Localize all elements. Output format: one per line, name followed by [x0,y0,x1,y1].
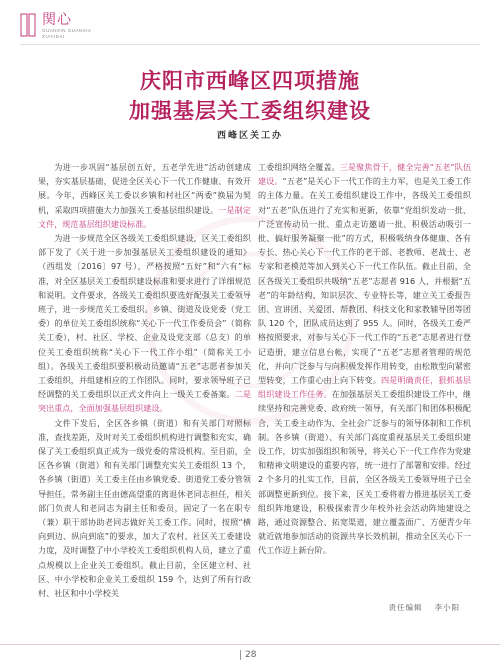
logo-icon [20,12,38,38]
highlight-heading: 四是明确责任，狠抓基层组织建设工作任务。 [258,375,471,400]
paragraph-text: 为进一步巩固“基层创五好，五老学先进”活动创建成果，夯实基层基础，促进全区关心下一代工作健康、有效开展。今年，西峰区关工委以乡镇和村社区“两委”换届为契机，采取四项措施大力加强关工委基层组织建设。 [38,162,251,215]
article-title [0,66,500,126]
paragraph-text: 工委组织网络全覆盖。 [258,162,340,172]
paragraph [258,160,471,558]
logo-subtitle-2: XIAYIDAI [42,34,65,39]
highlight-heading: 一是制定文件，规范基层组织建设标准。 [38,204,251,229]
paragraph-text: 在加强基层关工委组织建设工作中，继续坚持和完善党委、政府统一领导，有关部门和团体积极配合，关工委主动作为、全社会广泛参与的领导体制和工作机制。各乡镇（街道）、有关部门高度重视基层关工委组织建设工作，切实加强组织和领导，将关心下一代工作作为党建和精神文明建设的重要内容，统一进行了部署和安排。经过 2 个多月的扎实工作，目前，全区各级关工委领导班子已全部调整更新到位。接下来，区关工委将着力推进基层关工委组织阵地建设，积极探索青少年校外社会活动阵地建设之路，通过资源整合、拓宽渠道，建立覆盖面广、方便青少年就近就地参加活动的资源共享长效机制，推动全区关心下一代工作迈上新台阶。 [258,389,471,556]
article-body-left [38,160,251,600]
logo-text: 関心 [42,12,72,28]
header-divider [20,44,480,45]
paragraph [38,416,251,601]
paragraph [38,231,251,416]
paragraph-text: “五老”是关心下一代工作的主力军，也是关工委工作的主体力量。在关工委组织建设工作中，各级关工委组织对“五老”队伍进行了充实和更新，依靠“党组织发动一批、广泛宣传动员一批、重点走访邀请一批、积极活动吸引一批、搞好服务凝聚一批”的方式，积极吸纳身体健康、各有专长、热心关心下一代工作的老干部、老教师、老战士、老专家和老模范等加入到关心下一代工作队伍。截止目前，全区各级关工委组织共吸纳“五老”志愿者 916 人，并根据“五老”的年龄结构、知识层次、专业特长等，建立关工委报告团、宣讲团、关爱团、帮教团、科技文化和家教辅导团等团队 120 个，团队成员达到了 955 人。同时，各级关工委严格按照要求，对参与关心下一代工作的“五老”志愿者进行登记造册，建立信息台帐，实现了“五老”志愿者管理的规范化，并向广泛参与与向积极发挥作用转变，由松散型向紧密型转变，工作重心由上向下转变。 [258,176,471,386]
article-author: 西峰区关工办 [216,131,283,141]
paragraph [38,160,251,231]
footer-divider [0,644,500,645]
highlight-heading: 二是突出重点，全面加强基层组织建设。 [38,389,251,414]
magazine-header [20,12,480,46]
title-line-1: 庆阳市西峰区四项措施 [140,68,360,93]
page-number: 28 [240,650,256,660]
editor-name: 李小阳 [434,603,460,612]
article-body-right [258,160,471,558]
paragraph-text: 为进一步规范全区各级关工委组织建设，区关工委组织部下发了《关于进一步加强基层关工委组织建设的通知》（西组发〔2016〕97 号），严格按照“五好”和“六有”标准，对全区基层关工委组织建设标准和要求进行了详细规范和说明。文件要求，各级关工委组织要选好配强关工委领导班子，进一步规范关工委组织。乡镇、街道及设党委（党工委）的单位关工委组织统称“关心下一代工作委员会”（简称关工委），村、社区、学校、企业及设党支部（总支）的单位关工委组织统称“关心下一代工作小组”（简称关工小组）。各级关工委组织要积极动员邀请“五老”志愿者参加关工委组织，并组建相应的工作团队。同时，要求领导班子已经调整的关工委组织以正式文件向上一级关工委备案。 [38,233,251,400]
editor-label: 责任编辑 [388,603,423,612]
title-line-2: 加强基层关工委组织建设 [129,98,371,123]
highlight-heading: 三是聚焦骨干，健全完善“五老”队伍建设。 [258,162,471,187]
editor-credit [377,602,461,613]
magazine-logo [20,12,92,40]
paragraph-text: 文件下发后，全区各乡镇（街道）和有关部门对照标准，查找差距，及时对关工委组织机构进行调整和充实，确保了关工委组织真正成为一级党委的常设机构。至目前，全区各乡镇（街道）和有关部门调整充实关工委组织 13 个，各乡镇（街道）关工委主任由乡镇党委、街道党工委分管领导担任，常务副主任由德高望重的离退休老同志担任，相关部门负责人和老同志为副主任和委员，固定了一名在职专（兼）职干部协助老同志做好关工委工作。同时，按照“横向到边、纵向到底”的要求，加大了农村、社区关工委建设力度，及时调整了中小学校关工委组织机构人员，建立了重点规模以上企业关工委组织。截止目前，全区建立村、社区、中小学校和企业关工委组织 159 个，达到了所有行政村、社区和中小学校关 [38,417,251,599]
logo-subtitle: GUANXIN GUANXIA [42,28,92,33]
